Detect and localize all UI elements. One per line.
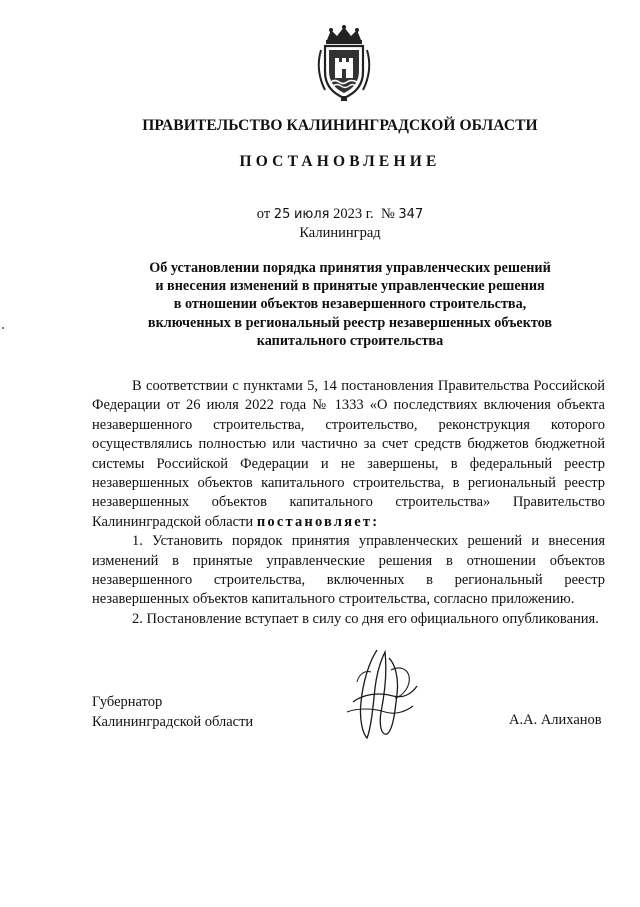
item-1-paragraph: 1. Установить порядок принятия управленческих решений и внесения изменений в принятые управленческие решения в отношении объектов незавершенного строительства, включенных в региональный реестр незавершенных объектов капитального строительства, согласно приложению.: [92, 533, 605, 608]
item-2-paragraph: 2. Постановление вступает в силу со дня его официального опубликования.: [132, 610, 599, 627]
date-day: 25: [273, 207, 291, 222]
position-line: Губернатор: [92, 694, 163, 710]
document-date-line: [90, 206, 590, 223]
document-type-title: ПОСТАНОВЛЕНИЕ: [239, 153, 441, 170]
subject-line: в отношении объектов незавершенного строительства,: [173, 296, 527, 313]
handwritten-signature-icon: [333, 642, 423, 742]
subject-line: включенных в региональный реестр незавершенных объектов: [147, 314, 553, 331]
subject-line: капитального строительства: [256, 332, 444, 349]
document-body: [92, 377, 605, 629]
date-year: 2023 г.: [333, 206, 374, 222]
document-number: 347: [398, 207, 424, 222]
date-prefix: от: [256, 206, 271, 222]
subject-line: Об установлении порядка принятия управленческих решений: [149, 260, 551, 276]
margin-mark: [2, 327, 4, 329]
preamble-paragraph: [92, 377, 605, 532]
signatory-name: А.А. Алиханов: [509, 712, 602, 728]
date-month: июля: [293, 207, 330, 222]
number-sign: №: [380, 206, 395, 222]
coat-of-arms-icon: [311, 24, 377, 102]
resolves-keyword: постановляет:: [256, 513, 380, 530]
preamble-text: В соответствии с пунктами 5, 14 постановления Правительства Российской Федерации от 26 июля 2022 года № 1333 «О последствиях включения объекта незавершенного строительства, строительство, реконструкция которого осуществлялись полностью или частично за счет средств бюджетов бюджетной системы Российской Федерации и не завершены, в федеральный реестр незавершенных объектов капитального строительства, в региональный реестр незавершенных объектов капитального строительства» Правительство Калининградской области: [92, 378, 605, 530]
government-title: ПРАВИТЕЛЬСТВО КАЛИНИНГРАДСКОЙ ОБЛАСТИ: [142, 117, 538, 134]
subject-line: и внесения изменений в принятые управленческие решения: [155, 278, 545, 295]
signatory-position: [92, 693, 253, 732]
document-subject: [110, 259, 590, 350]
position-line: Калининградской области: [92, 713, 254, 730]
city-name: Калининград: [299, 225, 381, 241]
